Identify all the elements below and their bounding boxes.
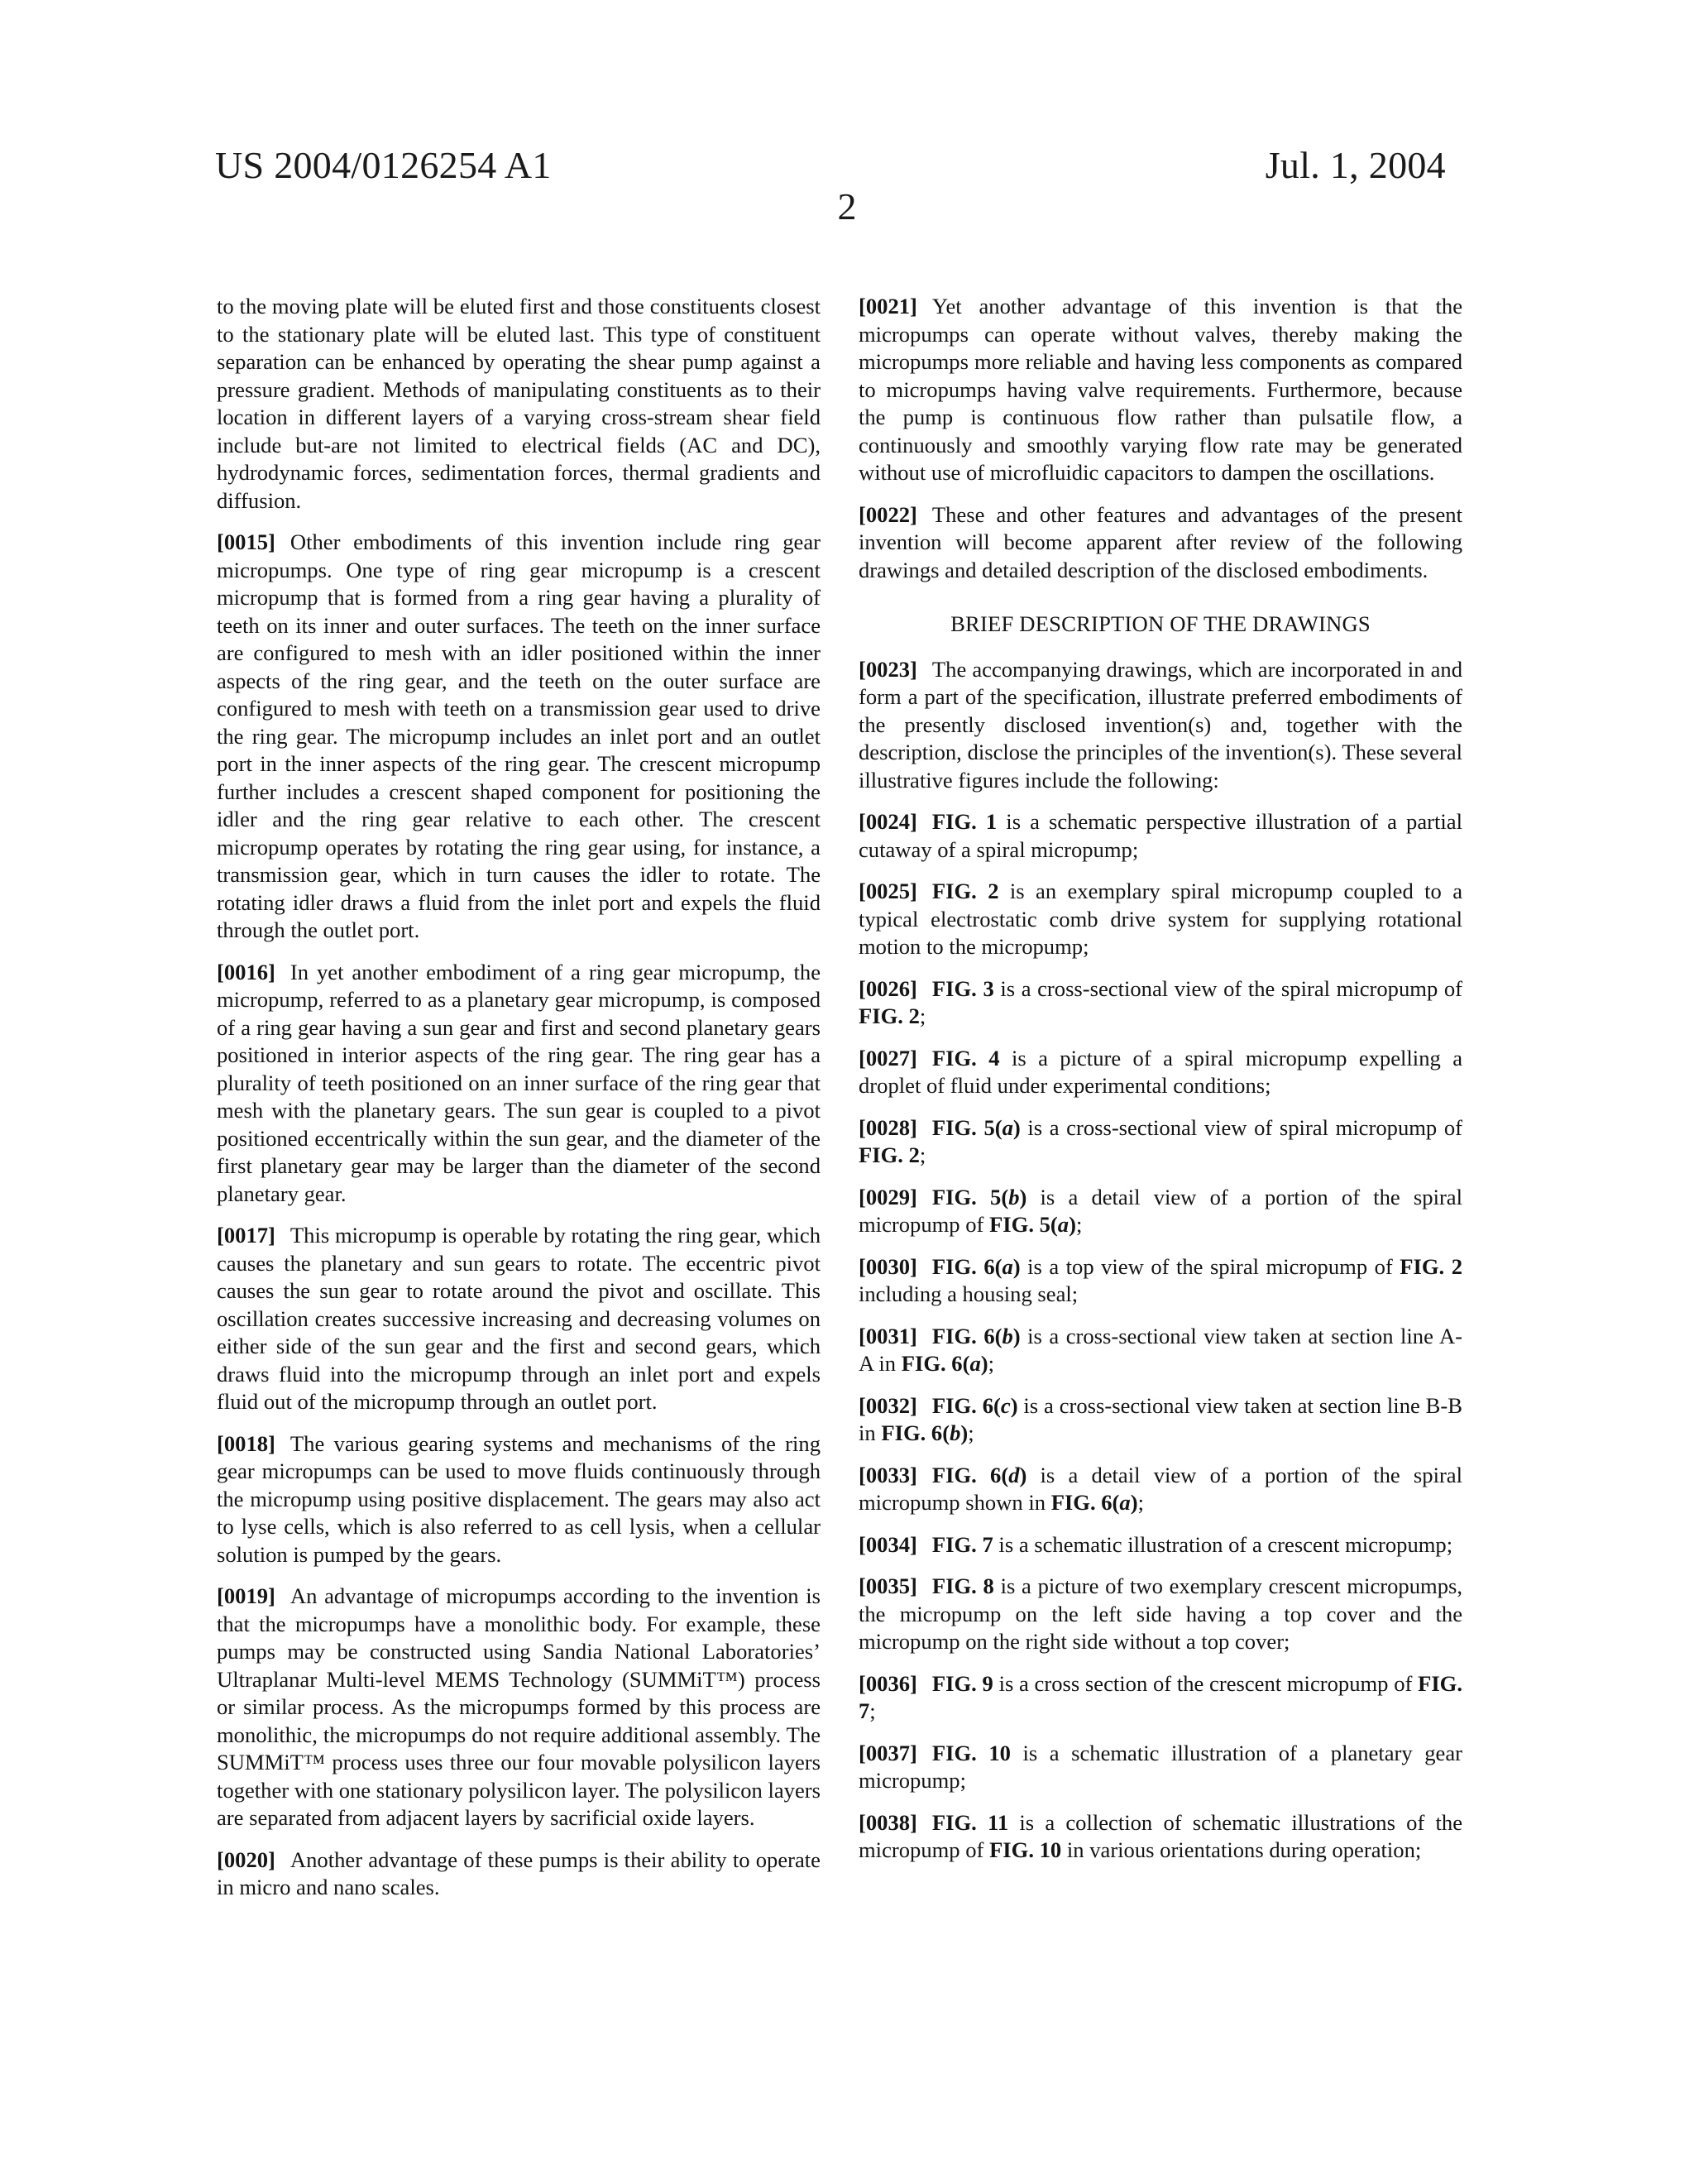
paragraph-number: [0019] (217, 1583, 275, 1608)
paragraph-text: Another advantage of these pumps is their ability to operate in micro and nano scales. (217, 1846, 821, 1899)
figure-description-item (859, 1740, 1462, 1795)
paragraph-number: [0015] (217, 529, 275, 554)
paragraph-number: [0022] (859, 501, 917, 527)
paragraph-number: [0038] (859, 1809, 917, 1835)
figure-description-item (859, 1462, 1462, 1517)
figure-description-item (859, 1323, 1462, 1378)
figure-description-text: is a picture of a spiral micropump expelling a droplet of fluid under experimental conditions; (859, 1045, 1463, 1098)
figure-description-end: in various orientations during operation; (1061, 1837, 1422, 1862)
figure-description-item (859, 1184, 1462, 1239)
figure-cross-reference: FIG. 2 (1400, 1253, 1462, 1279)
figure-cross-reference: FIG. 5(a) (989, 1212, 1076, 1237)
paragraph-text: These and other features and advantages of the present invention will become apparent after review of the following drawings and detailed description of the disclosed embodiments. (859, 501, 1462, 582)
figure-description-text: is a detail view of a portion of the spiral micropump of (859, 1184, 1463, 1237)
paragraph-number: [0029] (859, 1184, 917, 1209)
figure-description-text: is a collection of schematic illustrations of the micropump of (859, 1809, 1462, 1862)
continuation-paragraph: to the moving plate will be eluted first and those constituents closest to the stationary plate will be eluted last. This type of constituent separation can be enhanced by operating the shear pump against a pressure gradient. Methods of manipulating constituents as to their location in different layers of a varying cross-stream shear field include but-are not limited to electrical fields (AC and DC), hydrodynamic forces, sedimentation forces, thermal gradients and diffusion. (217, 294, 821, 513)
figure-description-text: is an exemplary spiral micropump coupled to a typical electrostatic comb drive system for supplying rotational motion to the micropump; (859, 879, 1462, 959)
figure-description-end: ; (919, 1142, 926, 1167)
paragraph-text: An advantage of micropumps according to the invention is that the micropumps have a monolithic body. For example, these pumps may be constructed using Sandia National Laboratories’ Ultraplanar Multi-level MEMS Technology (SUMMiT™) process or similar process. As the micropumps formed by this process are monolithic, the micropumps do not require additional assembly. The SUMMiT™ process uses three our four movable polysilicon layers together with one stationary polysilicon layer. The polysilicon layers are separated from adjacent layers by sacrificial oxide layers. (217, 1583, 821, 1830)
figure-description-text: is a cross-sectional view of spiral micropump of (1020, 1114, 1462, 1140)
figure-reference: FIG. 9 (931, 1670, 993, 1696)
figure-reference: FIG. 6(a) (931, 1253, 1021, 1279)
paragraph-number: [0033] (859, 1462, 917, 1487)
paragraph-number: [0026] (859, 975, 917, 1001)
paragraph-0016 (217, 959, 821, 1209)
paragraph-number: [0035] (859, 1573, 917, 1598)
left-column (217, 293, 821, 1916)
paragraph-text: Other embodiments of this invention include ring gear micropumps. One type of ring gear micropump is a crescent micropump that is formed from a ring gear having a plurality of teeth on its inner and outer surfaces. The teeth on the inner surface are configured to mesh with an idler positioned within the inner aspects of the ring gear, and the teeth on the outer surface are configured to mesh with teeth on a transmission gear used to drive the ring gear. The micropump includes an inlet port and an outlet port in the inner aspects of the ring gear. The crescent micropump further includes a crescent shaped component for positioning the idler and the ring gear relative to each other. The crescent micropump operates by rotating the ring gear using, for instance, a transmission gear, which in turn causes the idler to rotate. The rotating idler draws a fluid from the inlet port and expels the fluid through the outlet port. (217, 529, 821, 942)
figure-description-text: is a picture of two exemplary crescent micropumps, the micropump on the left side having a top cover and the micropump on the right side without a top cover; (859, 1573, 1463, 1654)
page-number: 2 (837, 185, 857, 228)
figure-description-text: is a cross section of the crescent micropump of (993, 1670, 1419, 1696)
paragraph-number: [0021] (859, 294, 917, 318)
paragraph-number: [0032] (859, 1392, 917, 1418)
paragraph-text: The various gearing systems and mechanisms of the ring gear micropumps can be used to move fluids continuously through the micropump using positive displacement. The gears may also act to lyse cells, which is also referred to as cell lysis, when a cellular solution is pumped by the gears. (217, 1430, 821, 1567)
figure-reference: FIG. 2 (931, 879, 999, 903)
paragraph-0021 (859, 293, 1462, 487)
figure-description-item (859, 1573, 1462, 1656)
figure-reference: FIG. 8 (931, 1573, 994, 1598)
figure-description-item (859, 1531, 1462, 1559)
figure-description-item (859, 975, 1462, 1031)
figure-cross-reference: FIG. 6(b) (881, 1420, 969, 1445)
figure-description-text: is a schematic illustration of a crescent micropump; (993, 1531, 1453, 1557)
figure-description-text: is a schematic perspective illustration of a partial cutaway of a spiral micropump; (859, 809, 1462, 862)
paragraph-number: [0017] (217, 1223, 275, 1248)
figure-reference: FIG. 4 (931, 1045, 1000, 1070)
paragraph-0018 (217, 1430, 821, 1569)
paragraph-0017 (217, 1222, 821, 1416)
figure-description-text: is a top view of the spiral micropump of (1020, 1253, 1400, 1279)
figure-reference: FIG. 6(c) (931, 1392, 1018, 1418)
figure-description-text: is a detail view of a portion of the spiral micropump shown in (859, 1462, 1463, 1515)
figure-description-end: ; (869, 1698, 876, 1723)
figure-reference: FIG. 1 (931, 809, 998, 834)
figure-description-item (859, 1809, 1462, 1865)
paragraph-number: [0034] (859, 1531, 917, 1557)
paragraph-number: [0027] (859, 1045, 917, 1070)
paragraph-number: [0018] (217, 1430, 275, 1456)
section-heading: BRIEF DESCRIPTION OF THE DRAWINGS (950, 611, 1371, 636)
figure-description-item (859, 1045, 1462, 1100)
figure-cross-reference: FIG. 2 (859, 1003, 920, 1028)
paragraph-0015 (217, 529, 821, 945)
figure-description-end: ; (1137, 1490, 1144, 1515)
figure-description-end: including a housing seal; (859, 1281, 1079, 1306)
figure-cross-reference: FIG. 7 (859, 1670, 1463, 1723)
figure-description-end: ; (1075, 1212, 1083, 1237)
figure-reference: FIG. 5(b) (931, 1184, 1027, 1209)
paragraph-number: [0023] (859, 656, 917, 682)
figure-description-end: ; (919, 1003, 926, 1028)
figure-cross-reference: FIG. 6(a) (1050, 1490, 1138, 1515)
figure-description-end: ; (988, 1351, 995, 1376)
figure-reference: FIG. 7 (931, 1531, 993, 1557)
paragraph-0022 (859, 501, 1462, 585)
figure-description-item (859, 1114, 1462, 1170)
paragraph-0019 (217, 1583, 821, 1832)
right-column (859, 293, 1462, 1879)
paragraph-number: [0036] (859, 1670, 917, 1696)
figure-description-text: is a cross-sectional view taken at section line B-B in (859, 1392, 1463, 1445)
figure-description-item (859, 1392, 1462, 1448)
paragraph-number: [0016] (217, 959, 275, 984)
figure-cross-reference: FIG. 6(a) (901, 1351, 988, 1376)
figure-description-text: is a schematic illustration of a planetary gear micropump; (859, 1740, 1462, 1793)
publication-date: Jul. 1, 2004 (1265, 144, 1446, 186)
paragraph-0023 (859, 656, 1462, 795)
paragraph-number: [0024] (859, 809, 917, 834)
figure-reference: FIG. 11 (931, 1809, 1009, 1835)
figure-description-text: is a cross-sectional view of the spiral micropump of (993, 975, 1462, 1001)
figure-description-item (859, 878, 1462, 961)
figure-description-item (859, 808, 1462, 864)
figure-cross-reference: FIG. 10 (989, 1837, 1062, 1862)
figure-cross-reference: FIG. 2 (859, 1142, 920, 1167)
figure-reference: FIG. 6(b) (931, 1323, 1021, 1348)
paragraph-text: The accompanying drawings, which are incorporated in and form a part of the specification, illustrate preferred embodiments of the presently disclosed invention(s) and, together with the description, disclose the principles of the invention(s). These several illustrative figures include the following: (859, 656, 1462, 793)
paragraph-number: [0031] (859, 1323, 917, 1348)
publication-number: US 2004/0126254 A1 (215, 144, 552, 186)
figure-description-item (859, 1253, 1462, 1309)
figure-reference: FIG. 10 (931, 1740, 1011, 1765)
paragraph-text: Yet another advantage of this invention is that the micropumps can operate without valves, thereby making the micropumps more reliable and having less components as compared to micropumps having valve requirements. Furthermore, because the pump is continuous flow rather than pulsatile flow, a continuously and smoothly varying flow rate may be generated without use of microfluidic capacitors to dampen the oscillations. (859, 294, 1462, 485)
paragraph-number: [0020] (217, 1846, 275, 1872)
figure-reference: FIG. 3 (931, 975, 994, 1001)
figure-description-item (859, 1670, 1462, 1726)
figure-description-list (859, 808, 1462, 1865)
figure-description-end: ; (968, 1420, 974, 1445)
paragraph-number: [0030] (859, 1253, 917, 1279)
paragraph-number: [0025] (859, 879, 917, 903)
figure-reference: FIG. 5(a) (931, 1114, 1021, 1140)
paragraph-number: [0028] (859, 1114, 917, 1140)
figure-reference: FIG. 6(d) (931, 1462, 1027, 1487)
paragraph-text: This micropump is operable by rotating the ring gear, which causes the planetary and sun gears to rotate. The eccentric pivot causes the sun gear to rotate around the pivot and oscillate. This oscillation creates successive increasing and decreasing volumes on either side of the sun gear and the first and second gears, which draws fluid into the micropump through an inlet port and expels fluid out of the micropump through an outlet port. (217, 1223, 821, 1414)
paragraph-text: In yet another embodiment of a ring gear micropump, the micropump, referred to as a planetary gear micropump, is composed of a ring gear having a sun gear and first and second planetary gears positioned in interior aspects of the ring gear. The ring gear has a plurality of teeth positioned on an inner surface of the ring gear that mesh with the planetary gears. The sun gear is coupled to a pivot positioned eccentrically within the sun gear, and the diameter of the first planetary gear may be larger than the diameter of the second planetary gear. (217, 959, 821, 1206)
paragraph-0020 (217, 1846, 821, 1902)
figure-description-text: is a cross-sectional view taken at section line A-A in (859, 1323, 1463, 1376)
paragraph-number: [0037] (859, 1740, 917, 1765)
